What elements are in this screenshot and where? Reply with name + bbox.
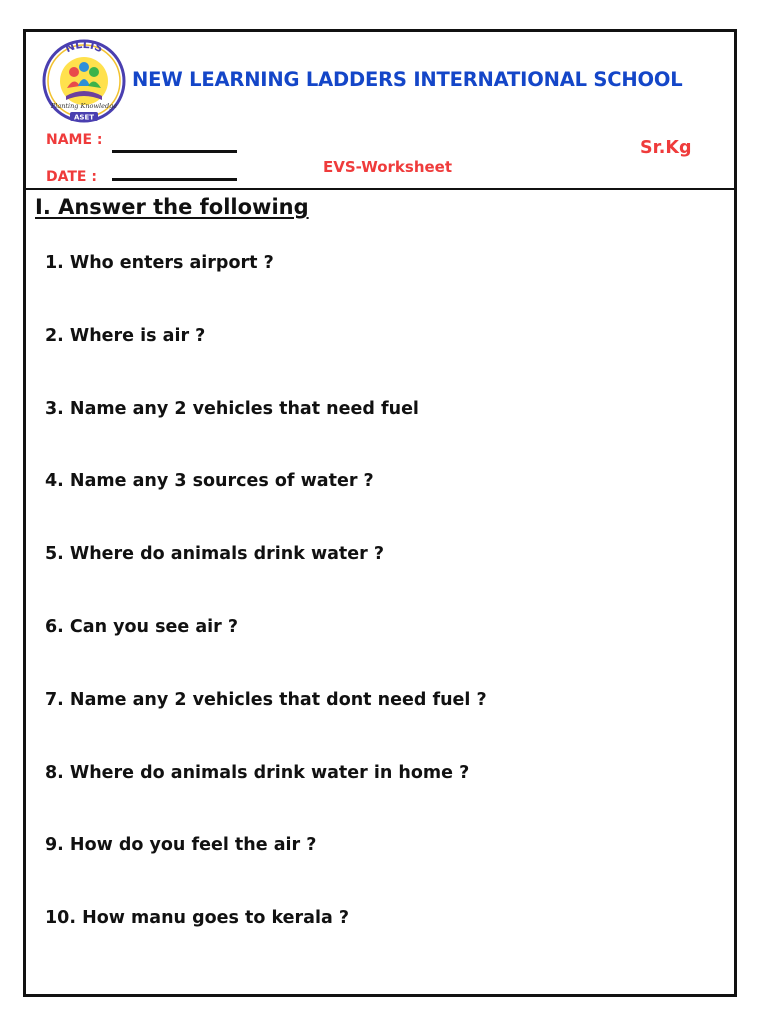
question-item: 2. Where is air ? (45, 325, 206, 346)
question-item: 1. Who enters airport ? (45, 253, 274, 273)
worksheet-page (23, 29, 737, 997)
question-item: 4. Name any 3 sources of water ? (45, 471, 374, 492)
class-label: Sr.Kg (640, 138, 692, 158)
name-label: NAME : (46, 132, 103, 148)
question-item: 8. Where do animals drink water in home ? (45, 762, 470, 783)
question-item: 3. Name any 2 vehicles that need fuel (45, 398, 419, 419)
name-field[interactable] (112, 150, 237, 153)
worksheet-subject: EVS-Worksheet (323, 158, 453, 176)
logo-text-middle: Planting Knowledge (50, 102, 118, 110)
question-item: 10. How manu goes to kerala ? (45, 908, 350, 929)
question-list (45, 248, 487, 976)
logo-text-bottom: ASET (73, 113, 95, 122)
logo-text-top: NLLIS (63, 37, 106, 56)
question-item: 5. Where do animals drink water ? (45, 544, 385, 565)
date-label: DATE : (46, 169, 97, 185)
worksheet-header (26, 32, 734, 190)
section-title: I. Answer the following (35, 195, 309, 219)
school-name: NEW LEARNING LADDERS INTERNATIONAL SCHOOL (132, 68, 683, 91)
school-logo (36, 36, 132, 128)
date-field[interactable] (112, 178, 237, 181)
question-item: 9. How do you feel the air ? (45, 835, 317, 856)
question-item: 7. Name any 2 vehicles that dont need fuel ? (45, 689, 487, 710)
question-item: 6. Can you see air ? (45, 616, 239, 637)
